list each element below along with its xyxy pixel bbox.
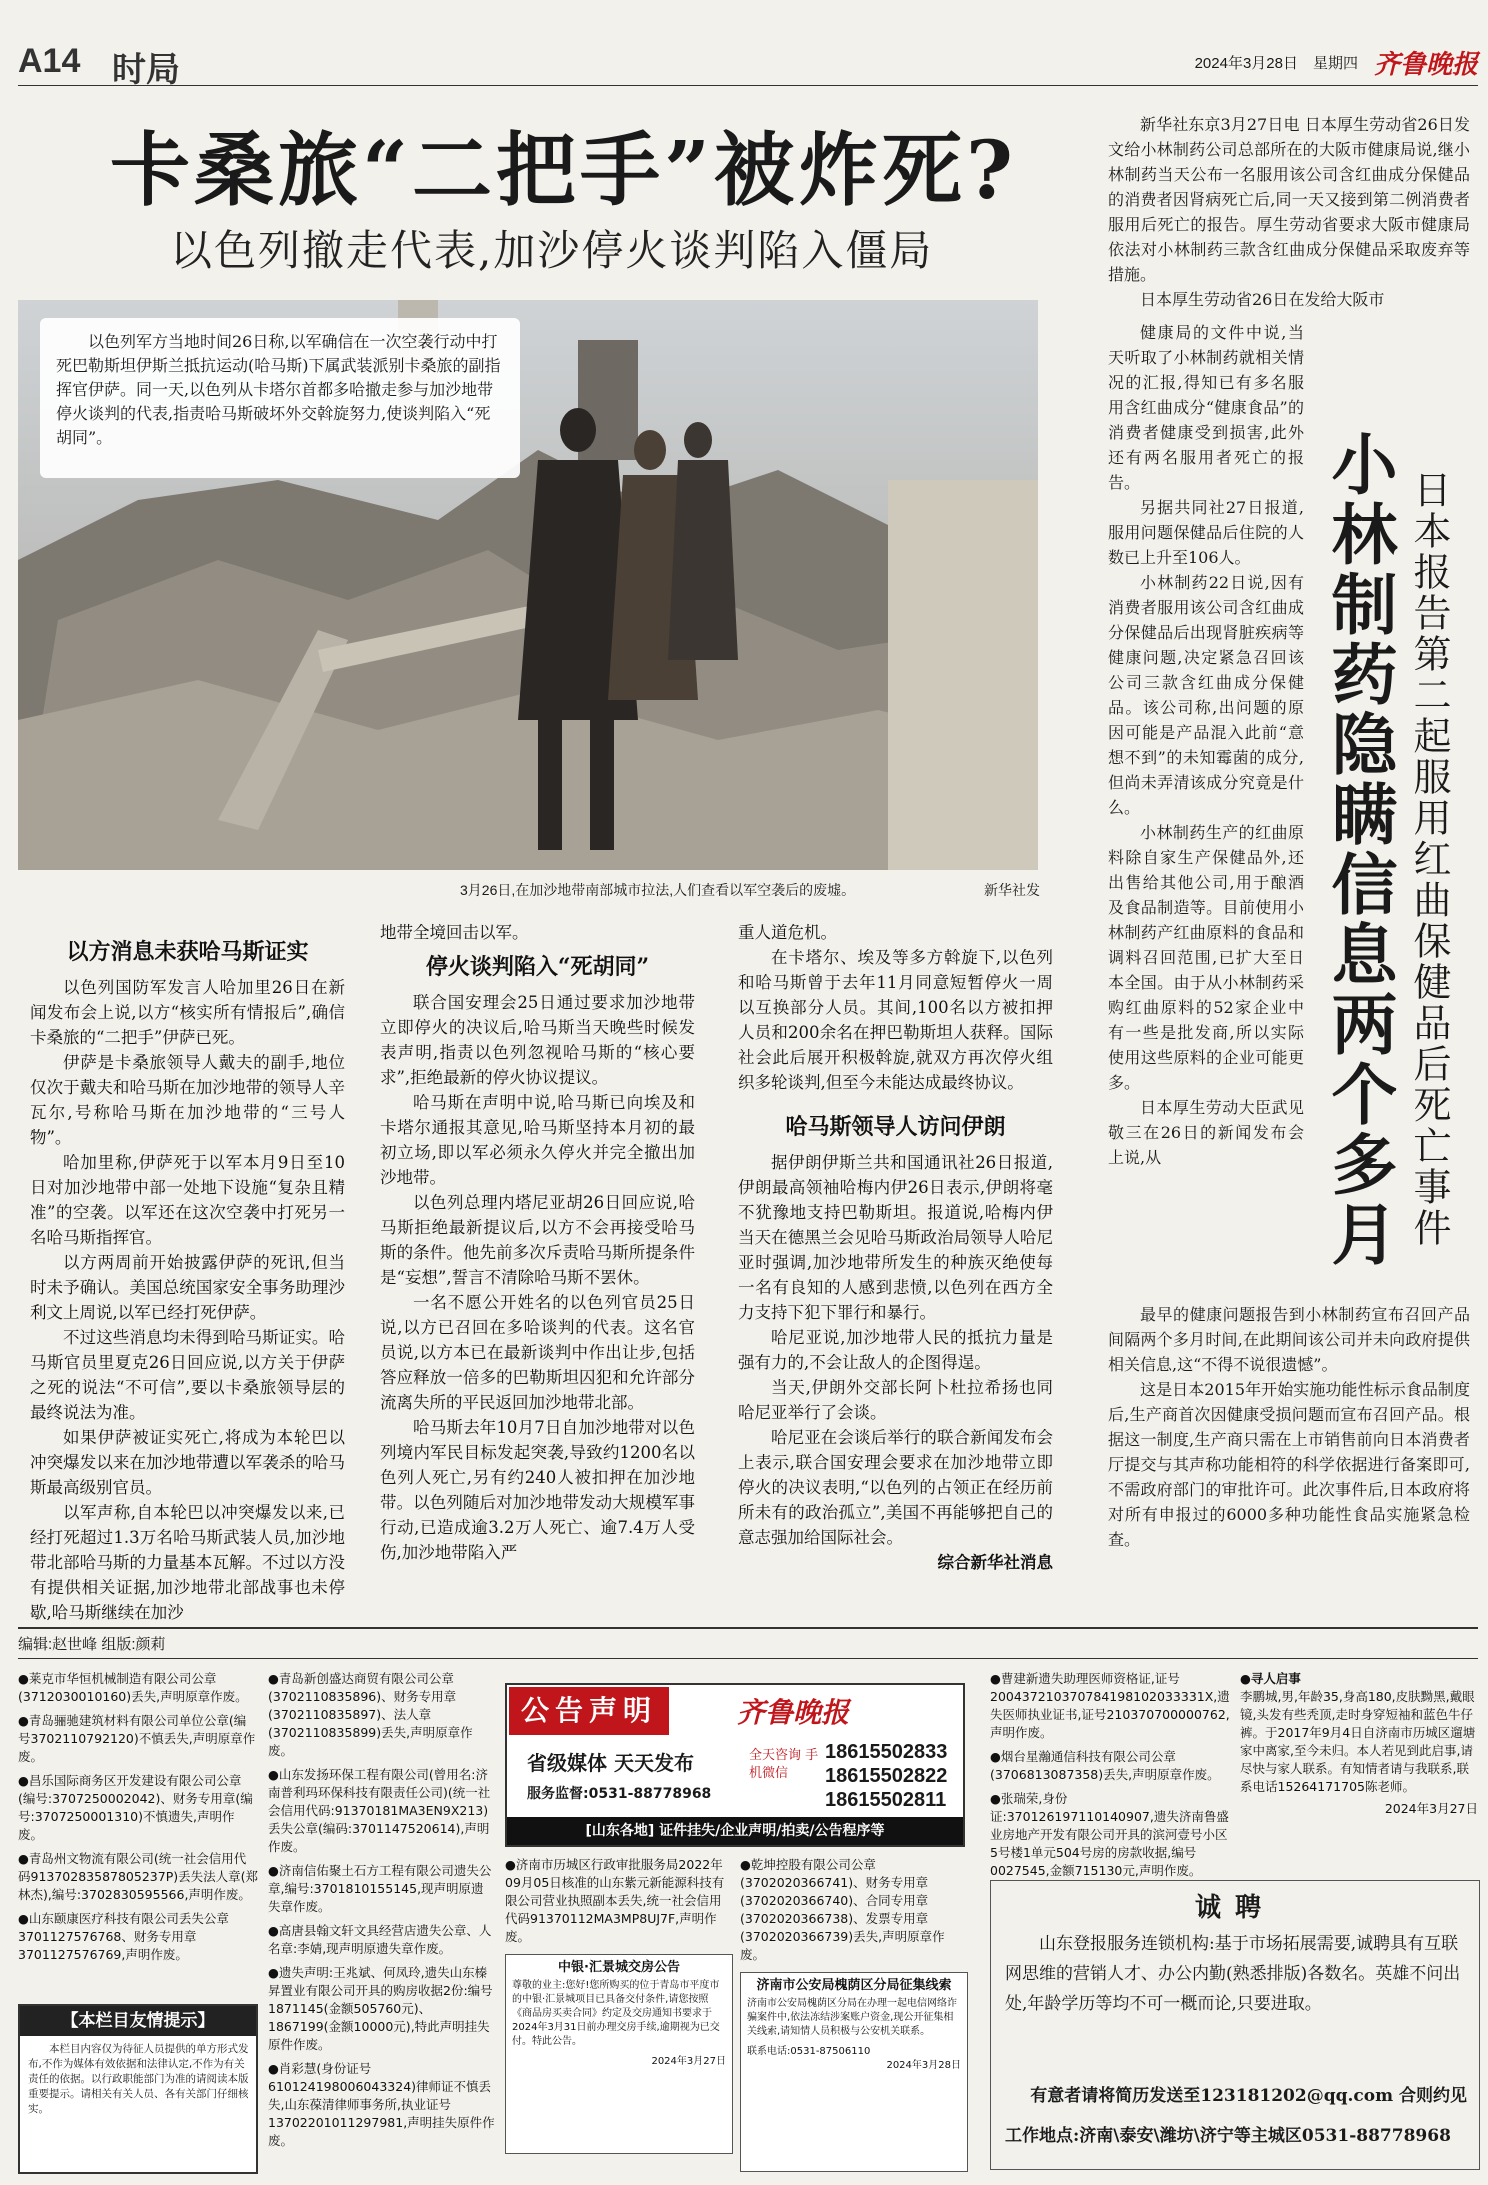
- notice-contact: 联系电话:0531-87506110: [747, 2046, 871, 2057]
- column-2-heading: 停火谈判陷入“死胡同”: [425, 954, 650, 980]
- paragraph: 新华社东京3月27日电 日本厚生劳动省26日发文给小林制药公司总部所在的大阪市健康局说,继小林制药当天公布一名服用该公司含红曲成分保健品的消费者因肾病死亡后,同一天又接到第二例消费者服用后死亡的报告。厚生劳动省要求大阪市健康局依法对小林制药三款含红曲成分保健品采取废弃等措施。: [1108, 115, 1470, 284]
- photo-credit: 新华社发: [984, 882, 1040, 898]
- banner-phone: 18615502833: [825, 1741, 948, 1763]
- ad-item: ●昌乐国际商务区开发建设有限公司公章(编号:3707250002042)、财务专用章(编号:3707250001310)不慎遗失,声明作废。: [18, 1773, 253, 1842]
- recruit-body: 山东登报服务连锁机构:基于市场拓展需要,诚聘具有互联网思维的营销人才、办公内勤(熟悉排版)各数名。英雄不问出处,年龄学历等均不可一概而论,只要进取。: [1005, 1934, 1461, 2014]
- ads-column-1: [18, 1670, 258, 1970]
- paragraph: 哈尼亚在会谈后举行的联合新闻发布会上表示,联合国安理会要求在加沙地带立即停火的决议表明,“以色列的占领正在经历前所未有的政治孤立”,美国不再能够把自己的意志强加给国际社会。: [738, 1428, 1053, 1547]
- page-number: A14: [18, 42, 81, 80]
- article2-subheadline: 日本报告第二起服用红曲保健品后死亡事件: [1407, 470, 1451, 1249]
- paragraph: 日本厚生劳动大臣武见敬三在26日的新闻发布会上说,从: [1108, 1098, 1304, 1167]
- paragraph: 哈马斯在声明中说,哈马斯已向埃及和卡塔尔通报其意见,哈马斯坚持本月初的最初立场,即以军必须永久停火并完全撤出加沙地带。: [380, 1093, 695, 1187]
- ad-item: ●青岛新创盛达商贸有限公司公章(3702110835896)、财务专用章(3702110835897)、法人章(3702110835899)丢失,声明原章作废。: [268, 1671, 473, 1758]
- article2-narrow-column: [1108, 320, 1304, 1170]
- paragraph: 日本厚生劳动省26日在发给大阪市: [1140, 290, 1385, 309]
- notice-date: 2024年3月27日: [651, 2056, 726, 2067]
- ad-item: ●济南市历城区行政审批服务局2022年09月05日核准的山东紫元新能源科技有限公司营业执照副本丢失,统一社会信用代码91370112MA3MP8UJ7F,声明作废。: [505, 1857, 725, 1944]
- ads-column-4: [740, 1856, 968, 2172]
- ad-item: ●遗失声明:王兆斌、何凤玲,遗失山东榛昇置业有限公司开具的购房收据2份:编号1871145(金额505760元)、1867199(金额10000元),特此声明挂失原件作废。: [268, 1965, 493, 2052]
- recruit-contact: 有意者请将简历发送至123181202@qq.com 合则约见: [1030, 2086, 1467, 2106]
- missing-body: 李鹏城,男,年龄35,身高180,皮肤黝黑,戴眼镜,头发有些秃顶,走时身穿短袖和蓝色牛仔裤。于2017年9月4日自济南市历城区遛塘家中离家,至今未归。本人若见到此启事,请尽快与家人联系。有知情者请与我联系,联系电话15264171705陈老师。: [1240, 1689, 1476, 1794]
- tip-title: 【本栏目友情提示】: [20, 2006, 256, 2036]
- article-column-3: [738, 920, 1053, 1575]
- ad-item: ●曹建新遗失助理医师资格证,证号200437210370784198102033331X,遗失医师执业证书,证号210370700000762,声明作废。: [990, 1671, 1230, 1740]
- paragraph: 当天,伊朗外交部长阿卜杜拉希扬也同哈尼亚举行了会谈。: [738, 1378, 1053, 1422]
- ads-column-5: [990, 1670, 1230, 1886]
- recruit-title: 诚聘: [1194, 1893, 1275, 1923]
- paragraph: 一名不愿公开姓名的以色列官员25日说,以方已召回在多哈谈判的代表。这名官员说,以方本已在最新谈判中作出让步,包括答应释放一倍多的巴勒斯坦囚犯和允许部分流离失所的平民返回加沙地带北部。: [380, 1293, 695, 1412]
- article-column-2: [380, 920, 695, 1565]
- banner-title: 公告声明: [509, 1687, 669, 1735]
- police-notice: [740, 1972, 968, 2172]
- paragraph: 不过这些消息均未得到哈马斯证实。哈马斯官员里夏克26日回应说,以方关于伊萨之死的说法“不可信”,要以卡桑旅领导层的最终说法为准。: [30, 1328, 345, 1422]
- paragraph: 这是日本2015年开始实施功能性标示食品制度后,生产商首次因健康受损问题而宣布召回产品。根据这一制度,生产商只需在上市销售前向日本消费者厅提交与其声称功能相符的科学依据进行备案即可,不需政府部门的审批许可。此次事件后,日本政府将对所有申报过的6000多种功能性食品实施紧急检查。: [1108, 1380, 1470, 1549]
- section-name: 时局: [112, 51, 180, 89]
- paragraph: 哈加里称,伊萨死于以军本月9日至10日对加沙地带中部一处地下设施“复杂且精准”的空袭。以军还在这次空袭中打死另一名哈马斯指挥官。: [30, 1153, 345, 1247]
- missing-person-notice: [1240, 1670, 1478, 1818]
- photo-caption: [460, 880, 1040, 900]
- paragraph: 如果伊萨被证实死亡,将成为本轮巴以冲突爆发以来在加沙地带遭以军袭杀的哈马斯最高级别官员。: [30, 1428, 345, 1497]
- lead-paragraph: 以色列军方当地时间26日称,以军确信在一次空袭行动中打死巴勒斯坦伊斯兰抵抗运动(哈马斯)下属武装派别卡桑旅的副指挥官伊萨。同一天,以色列从卡塔尔首都多哈撤走参与加沙地带停火谈判的代表,指责哈马斯破坏外交斡旋努力,使谈判陷入“死胡同”。: [40, 318, 520, 478]
- banner-hotline: 服务监督:0531-88778968: [527, 1786, 712, 1802]
- tip-body: 本栏目内容仅为待征人员提供的单方形式发布,不作为媒体有效依据和法律认定,不作为有关责任的依据。以行政职能部门为准的请阅读本版重要提示。请相关有关人员、各有关部门仔细核实。: [28, 2043, 249, 2115]
- paragraph: 以色列国防军发言人哈加里26日在新闻发布会上说,以方“核实所有情报后”,确信卡桑旅的“二把手”伊萨已死。: [30, 978, 345, 1047]
- paragraph: 哈尼亚说,加沙地带人民的抵抗力量是强有力的,不会让敌人的企图得逞。: [738, 1328, 1053, 1372]
- notice-body: 济南市公安局槐荫区分局在办理一起电信网络诈骗案件中,依法冻结涉案账户资金,现公开征集相关线索,请知情人员积极与公安机关联系。: [747, 1998, 957, 2037]
- recruit-address: 工作地点:济南\泰安\潍坊\济宁等主城区0531-88778968: [1005, 2126, 1451, 2146]
- delivery-notice: [505, 1954, 733, 2154]
- banner-consult-label: 全天咨询 手机微信: [749, 1748, 819, 1781]
- ad-item: ●张瑞荣,身份证:370126197110140907,遗失济南鲁盛业房地产开发有限公司开具的滨河壹号小区5号楼1单元504号房的房款收据,编号0027545,金额715130元,声明作废。: [990, 1791, 1229, 1878]
- newspaper-logo: 齐鲁晚报: [1373, 50, 1478, 80]
- banner-service-bar: [山东各地] 证件挂失/企业声明/拍卖/公告程序等: [507, 1817, 963, 1845]
- paragraph: 在卡塔尔、埃及等多方斡旋下,以色列和哈马斯曾于去年11月同意短暂停火一周以互换部分人员。其间,100名以方被扣押人员和200余名在押巴勒斯坦人获释。国际社会此后展开积极斡旋,就双方再次停火组织多轮谈判,但至今未能达成最终协议。: [738, 948, 1053, 1092]
- ad-item: ●山东发扬环保工程有限公司(曾用名:济南普利玛环保科技有限责任公司)(统一社会信用代码:91370181MA3EN9X213)丢失公章(编码:3701147520614),声明作废。: [268, 1767, 491, 1854]
- sub-headline: 以色列撤走代表,加沙停火谈判陷入僵局: [170, 226, 934, 275]
- banner-phone: 18615502822: [825, 1765, 948, 1787]
- issue-date: 2024年3月28日: [1194, 55, 1298, 72]
- paragraph: 以色列总理内塔尼亚胡26日回应说,哈马斯拒绝最新提议后,以方不会再接受哈马斯的条件。他先前多次斥责哈马斯所提条件是“妄想”,誓言不清除哈马斯不罢休。: [380, 1193, 695, 1287]
- friendly-tip-box: [18, 2004, 258, 2174]
- missing-date: 2024年3月27日: [1384, 1801, 1478, 1816]
- paragraph: 据伊朗伊斯兰共和国通讯社26日报道,伊朗最高领袖哈梅内伊26日表示,伊朗将毫不犹豫地支持巴勒斯坦。报道说,哈梅内伊当天在德黑兰会见哈马斯政治局领导人哈尼亚时强调,加沙地带所发生的种族灭绝使每一名有良知的人感到悲愤,以色列在西方全力支持下犯下罪行和暴行。: [738, 1153, 1053, 1322]
- ad-item: ●莱克市华恒机械制造有限公司公章(3712030010160)丢失,声明原章作废。: [18, 1671, 248, 1704]
- notice-title: 济南市公安局槐荫区分局征集线索: [756, 1978, 952, 1993]
- notice-date: 2024年3月28日: [886, 2060, 961, 2071]
- banner-slogan: 省级媒体 天天发布: [527, 1751, 694, 1775]
- paragraph: 小林制药生产的红曲原料除自家生产保健品外,还出售给其他公司,用于酿酒及食品制造等。目前使用小林制药产红曲原料的食品和调料召回范围,已扩大至日本全国。由于从小林制药采购红曲原料的52家企业中有一些是批发商,所以实际使用这些原料的企业可能更多。: [1108, 823, 1304, 1092]
- paragraph: 以方两周前开始披露伊萨的死讯,但当时未予确认。美国总统国家安全事务助理沙利文上周说,以军已经打死伊萨。: [30, 1253, 345, 1322]
- paragraph-continued: 地带全境回击以军。: [380, 923, 529, 942]
- photo-caption-text: 3月26日,在加沙地带南部城市拉法,人们查看以军空袭后的废墟。: [460, 882, 856, 898]
- paragraph: 最早的健康问题报告到小林制药宣布召回产品间隔两个多月时间,在此期间该公司并未向政府提供相关信息,这“不得不说很遗憾”。: [1108, 1305, 1470, 1374]
- article2-bottom: [1108, 1302, 1470, 1552]
- ad-item: ●乾坤控股有限公司公章(3702020366741)、财务专用章(3702020366740)、合同专用章(3702020366738)、发票专用章(3702020366739)丢失,声明原章作废。: [740, 1857, 945, 1962]
- issue-weekday: 星期四: [1312, 55, 1358, 72]
- article-column-1: [30, 930, 345, 1625]
- notice-title: 中银·汇景城交房公告: [558, 1960, 680, 1975]
- column-1-heading: 以方消息未获哈马斯证实: [66, 939, 309, 965]
- ad-item: ●烟台星瀚通信科技有限公司公章(3706813087358)丢失,声明原章作废。: [990, 1749, 1220, 1782]
- paragraph: 小林制药22日说,因有消费者服用该公司含红曲成分保健品后出现肾脏疾病等健康问题,决定紧急召回该公司三款含红曲成分保健品。该公司称,出问题的原因可能是产品混入此前“意想不到”的未知霉菌的成分,但尚未弄清该成分究竟是什么。: [1108, 573, 1304, 817]
- notice-banner: [505, 1683, 965, 1847]
- paragraph: 伊萨是卡桑旅领导人戴夫的副手,地位仅次于戴夫和哈马斯在加沙地带的领导人辛瓦尔,号称哈马斯在加沙地带的“三号人物”。: [30, 1053, 345, 1147]
- byline: 综合新华社消息: [937, 1553, 1053, 1572]
- paragraph: 哈马斯去年10月7日自加沙地带对以色列境内军民目标发起突袭,导致约1200名以色列人死亡,另有约240人被扣押在加沙地带。以色列随后对加沙地带发动大规模军事行动,已造成逾3.2万人死亡、逾7.4万人受伤,加沙地带陷入严: [380, 1418, 695, 1562]
- paragraph: 健康局的文件中说,当天听取了小林制药就相关情况的汇报,得知已有多名服用含红曲成分“健康食品”的消费者健康受到损害,此外还有两名服用者死亡的报告。: [1108, 323, 1304, 492]
- paragraph-continued: 重人道危机。: [738, 923, 837, 942]
- ad-item: ●青岛骊驰建筑材料有限公司单位公章(编号3702110792120)不慎丢失,声明原章作废。: [18, 1713, 256, 1764]
- article2-headline: 小林制药隐瞒信息两个多月: [1320, 430, 1398, 1270]
- paragraph: 联合国安理会25日通过要求加沙地带立即停火的决议后,哈马斯当天晚些时候发表声明,指责以色列忽视哈马斯的“核心要求”,拒绝最新的停火协议提议。: [380, 993, 695, 1087]
- ads-column-3: [505, 1856, 733, 2154]
- paragraph: 以军声称,自本轮巴以冲突爆发以来,已经打死超过1.3万名哈马斯武装人员,加沙地带北部哈马斯的力量基本瓦解。不过以方没有提供相关证据,加沙地带北部战事也未停歇,哈马斯继续在加沙: [30, 1503, 345, 1622]
- recruitment-ad: [990, 1880, 1480, 2170]
- ad-item: ●青岛州文物流有限公司(统一社会信用代码91370283587805237P)丢失法人章(郑林杰),编号:3702830595566,声明作废。: [18, 1851, 258, 1902]
- banner-logo: 齐鲁晚报: [737, 1696, 850, 1729]
- notice-body: 尊敬的业主:您好!您所购买的位于青岛市平度市的中银·汇景城项目已具备交付条件,请您按照《商品房买卖合同》约定及交房通知书要求于2024年3月31日前办理交房手续,逾期视为已交付。特此公告。: [512, 1980, 720, 2047]
- article2-top: [1108, 112, 1470, 312]
- missing-title: ●寻人启事: [1240, 1671, 1301, 1686]
- page-header: [18, 36, 1478, 89]
- column-3-heading: 哈马斯领导人访问伊朗: [785, 1114, 1006, 1140]
- ad-item: ●济南信佑聚土石方工程有限公司遗失公章,编号:3701810155145,现声明原遗失章作废。: [268, 1863, 492, 1914]
- ad-item: ●肖彩慧(身份证号610124198006043324)律师证不慎丢失,山东葆清律师事务所,执业证号13702201011297981,声明挂失原件作废。: [268, 2061, 495, 2148]
- ad-item: ●高唐县翰文轩文具经营店遗失公章、人名章:李婧,现声明原遗失章作废。: [268, 1923, 492, 1956]
- editors-credit: 编辑:赵世峰 组版:颜莉: [18, 1627, 1478, 1659]
- ad-item: ●山东颐康医疗科技有限公司丢失公章3701127576768、财务专用章3701127576769,声明作废。: [18, 1911, 229, 1962]
- paragraph: 另据共同社27日报道,服用问题保健品后住院的人数已上升至106人。: [1108, 498, 1304, 567]
- ads-column-2: [268, 1670, 496, 2156]
- banner-phone: 18615502811: [825, 1789, 947, 1811]
- headline: 卡桑旅“二把手”被炸死?: [110, 123, 1017, 217]
